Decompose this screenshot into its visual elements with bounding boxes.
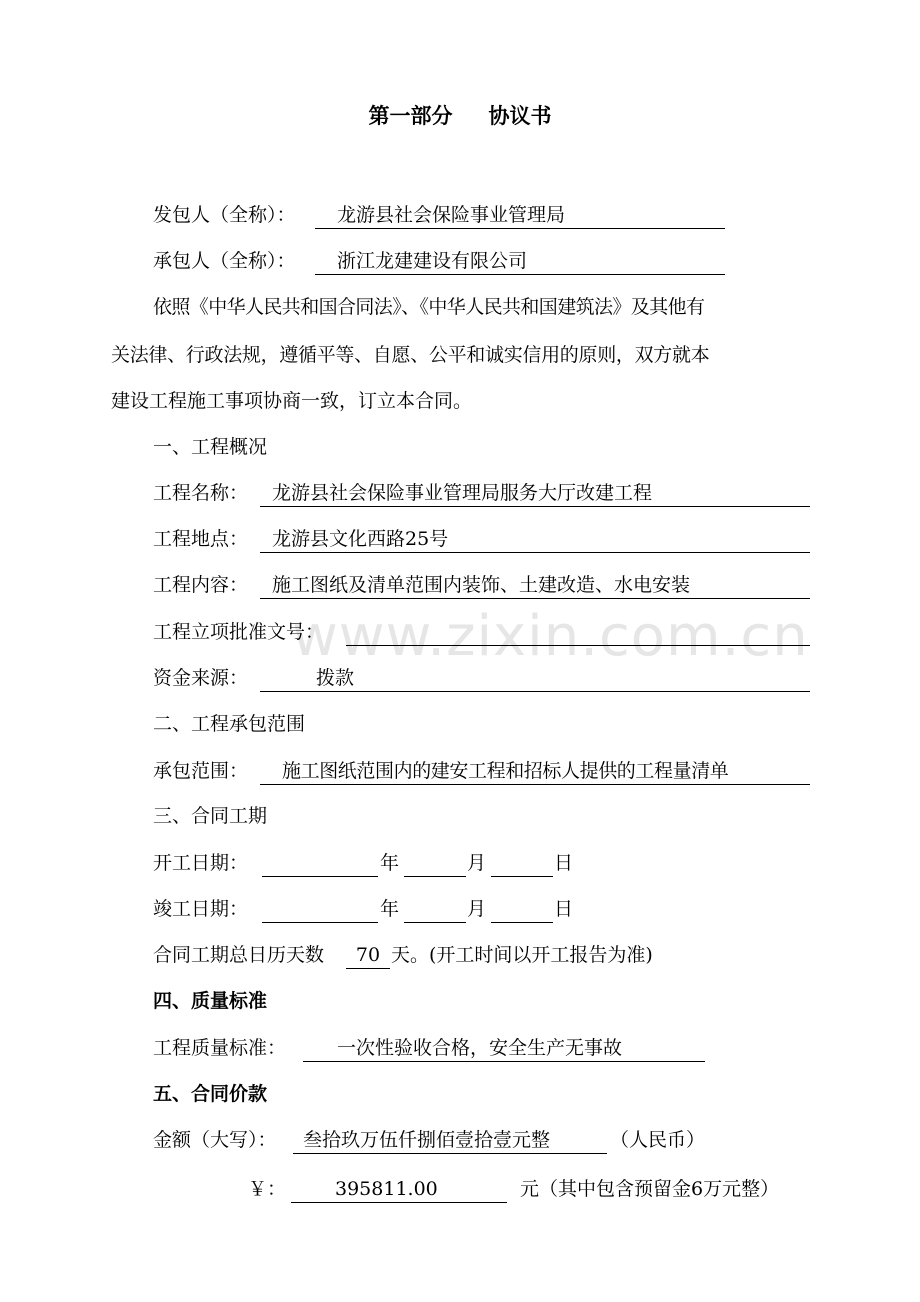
scope-label: 承包范围： bbox=[153, 760, 249, 782]
project-name-label: 工程名称： bbox=[153, 482, 249, 504]
end-day-field bbox=[491, 896, 553, 923]
employer-field bbox=[315, 202, 725, 229]
total-days-suffix: 天。(开工时间以开工报告为准) bbox=[391, 944, 653, 966]
contractor-field bbox=[315, 248, 725, 275]
intro-line-2: 关法律、行政法规，遵循平等、自愿、公平和诚实信用的原则，双方就本 bbox=[111, 344, 710, 366]
contractor-value: 浙江龙建建设有限公司 bbox=[337, 250, 528, 272]
section-2-heading: 二、工程承包范围 bbox=[153, 713, 306, 735]
project-location-field bbox=[260, 526, 810, 553]
amount-yen-field bbox=[291, 1176, 507, 1203]
end-day-unit: 日 bbox=[554, 898, 574, 920]
project-name-field bbox=[260, 480, 810, 507]
total-days-value: 70 bbox=[355, 944, 381, 966]
quality-standard-value: 一次性验收合格，安全生产无事故 bbox=[337, 1037, 623, 1059]
contractor-label: 承包人（全称）： bbox=[153, 250, 296, 272]
end-month-unit: 月 bbox=[467, 898, 487, 920]
scope-value: 施工图纸范围内的建安工程和招标人提供的工程量清单 bbox=[282, 760, 729, 782]
end-year-field bbox=[262, 896, 378, 923]
end-year-unit: 年 bbox=[380, 898, 400, 920]
project-content-label: 工程内容： bbox=[153, 574, 249, 596]
project-content-value: 施工图纸及清单范围内装饰、土建改造、水电安装 bbox=[272, 574, 691, 596]
amount-yen-value: 395811.00 bbox=[335, 1178, 438, 1200]
amount-yen-suffix: 元（其中包含预留金6万元整） bbox=[520, 1178, 780, 1200]
amount-yen-label: ￥： bbox=[248, 1178, 287, 1200]
project-location-value: 龙游县文化西路25号 bbox=[272, 528, 449, 550]
end-date-label: 竣工日期： bbox=[153, 898, 249, 920]
amount-words-field bbox=[293, 1127, 607, 1154]
amount-words-value: 叁拾玖万伍仟捌佰壹拾壹元整 bbox=[303, 1129, 551, 1151]
scope-field bbox=[260, 758, 810, 785]
start-month-field bbox=[404, 850, 466, 877]
watermark: www.zixin.com.cn bbox=[292, 604, 809, 669]
project-location-label: 工程地点： bbox=[153, 528, 249, 550]
quality-standard-label: 工程质量标准： bbox=[153, 1037, 287, 1059]
start-date-label: 开工日期： bbox=[153, 852, 249, 874]
page-title bbox=[0, 100, 920, 130]
start-month-unit: 月 bbox=[467, 852, 487, 874]
quality-standard-field bbox=[303, 1035, 705, 1062]
approval-number-field bbox=[346, 619, 810, 646]
start-day-unit: 日 bbox=[554, 852, 574, 874]
total-days-field bbox=[346, 942, 390, 969]
end-month-field bbox=[404, 896, 466, 923]
section-3-heading: 三、合同工期 bbox=[153, 805, 268, 827]
amount-words-label: 金额（大写）： bbox=[153, 1129, 277, 1151]
funding-source-label: 资金来源： bbox=[153, 667, 249, 689]
title-part: 第一部分 bbox=[368, 104, 453, 128]
section-5-heading: 五、合同价款 bbox=[153, 1083, 268, 1105]
funding-source-field bbox=[260, 665, 810, 692]
approval-number-label: 工程立项批准文号： bbox=[153, 621, 325, 643]
funding-source-value: 拨款 bbox=[316, 667, 355, 689]
project-content-field bbox=[260, 572, 810, 599]
project-name-value: 龙游县社会保险事业管理局服务大厅改建工程 bbox=[272, 482, 653, 504]
section-1-heading: 一、工程概况 bbox=[153, 436, 268, 458]
employer-label: 发包人（全称）： bbox=[153, 204, 296, 226]
start-day-field bbox=[491, 850, 553, 877]
employer-value: 龙游县社会保险事业管理局 bbox=[337, 204, 566, 226]
start-year-unit: 年 bbox=[380, 852, 400, 874]
section-4-heading: 四、质量标准 bbox=[153, 990, 268, 1012]
title-name: 协议书 bbox=[488, 104, 552, 128]
total-days-prefix: 合同工期总日历天数 bbox=[153, 944, 325, 966]
start-year-field bbox=[262, 850, 378, 877]
currency-label: （人民币） bbox=[610, 1129, 706, 1151]
intro-line-3: 建设工程施工事项协商一致，订立本合同。 bbox=[111, 390, 473, 412]
intro-line-1: 依照《中华人民共和国合同法》、《中华人民共和国建筑法》及其他有 bbox=[153, 296, 705, 318]
